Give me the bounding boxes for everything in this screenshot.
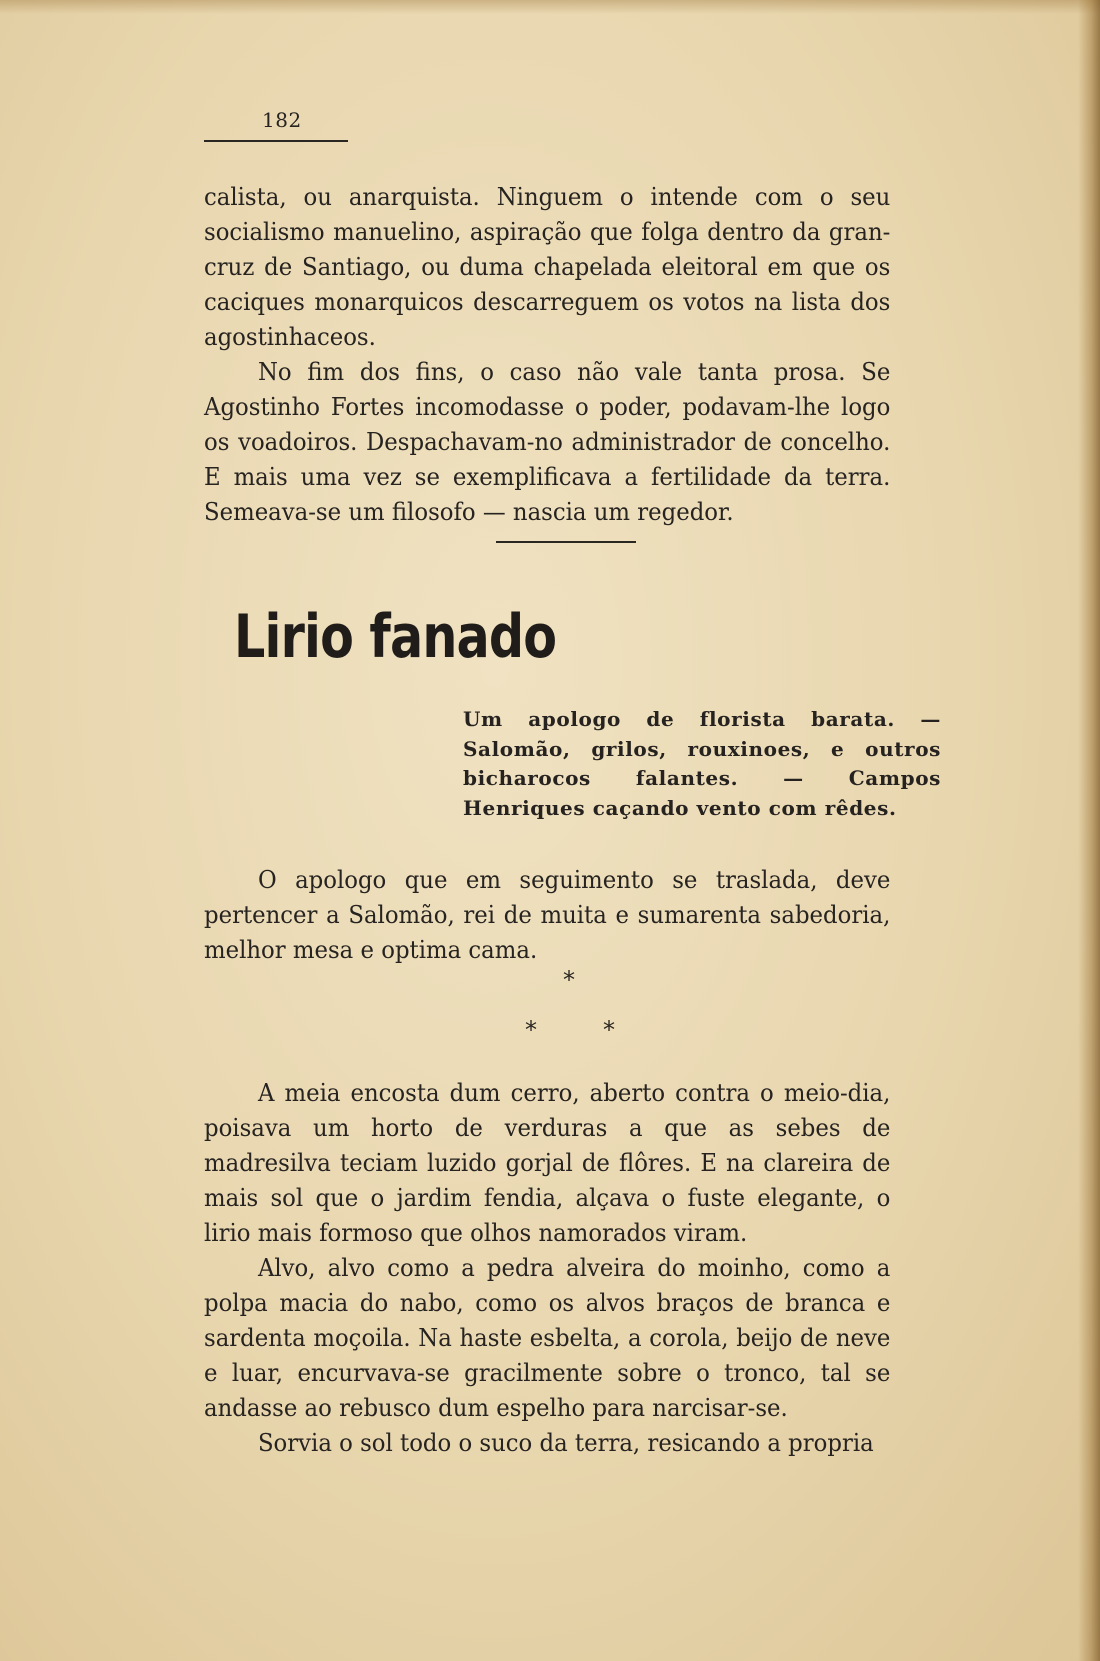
story-text xyxy=(204,1075,890,1460)
paragraph: A meia encosta dum cerro, aberto contra o meio-dia, poisava um horto de verduras a que as sebes de madresilva teciam luzido gorjal de flôres. E na clareira de mais sol que o jardim fendia, alçava o fuste elegante, o lirio mais formoso que olhos namorados viram. xyxy=(204,1078,891,1247)
asterisk: * xyxy=(563,966,575,994)
paragraph: calista, ou anarquista. Ninguem o intende com o seu socialismo manuelino, aspiração que folga dentro da gran-cruz de Santiago, ou duma chapelada eleitoral em que os caciques monarquicos descarreguem os votos na lista dos agostinhaceos. xyxy=(204,182,891,351)
paragraph: O apologo que em seguimento se traslada, deve pertencer a Salomão, rei de muita e sumarenta sabedoria, melhor mesa e optima cama. xyxy=(204,865,891,964)
section-divider xyxy=(496,541,636,543)
paragraph: Sorvia o sol todo o suco da terra, resicando a propria xyxy=(257,1428,874,1457)
continuation-text xyxy=(204,179,890,529)
page-number: 182 xyxy=(262,108,302,132)
page-right-edge xyxy=(1078,0,1100,1661)
paragraph: No fim dos fins, o caso não vale tanta prosa. Se Agostinho Fortes incomodasse o poder, podavam-lhe logo os voadoiros. Despachavam-no administrador de concelho. E mais uma vez se exemplificava a fertilidade da terra. Semeava-se um filosofo — nascia um regedor. xyxy=(204,357,891,526)
chapter-summary: Um apologo de florista barata. — Salomão, grilos, rouxinoes, e outros bicharocos falantes. — Campos Henriques caçando vento com rêdes. xyxy=(463,707,941,820)
chapter-title: Lirio fanado xyxy=(234,602,557,672)
asterisk: * xyxy=(603,1016,615,1044)
page-top-shadow xyxy=(0,0,1100,14)
paragraph: Alvo, alvo como a pedra alveira do moinho, como a polpa macia do nabo, como os alvos braços de branca e sardenta moçoila. Na haste esbelta, a corola, beijo de neve e luar, encurvava-se gracilmente sobre o tronco, tal se andasse ao rebusco dum espelho para narcisar-se. xyxy=(204,1253,891,1422)
asterisk: * xyxy=(525,1016,537,1044)
intro-text xyxy=(204,862,890,967)
page-number-rule xyxy=(204,140,348,142)
